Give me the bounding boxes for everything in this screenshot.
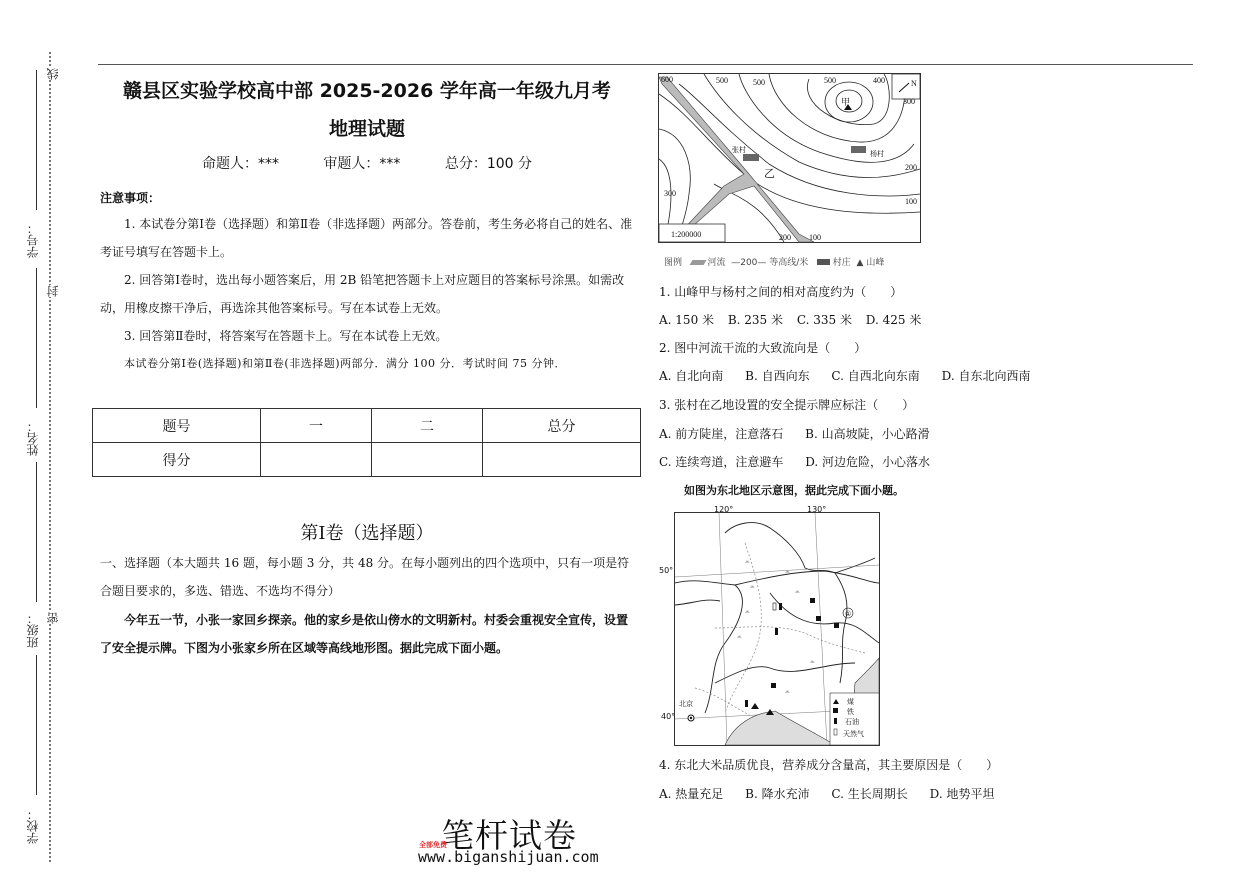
- score-table: [92, 408, 641, 477]
- option-b: B. 235 米: [727, 313, 784, 327]
- seal-char-line: 线: [46, 68, 60, 80]
- option-d: D. 自东北向西南: [941, 369, 1031, 383]
- score-cell: [483, 443, 641, 477]
- name-underline: [36, 268, 37, 408]
- setter: 命题人：***: [201, 156, 279, 172]
- svg-text:乙: 乙: [764, 168, 775, 180]
- option-c: C. 335 米: [796, 313, 852, 327]
- option-d: D. 河边危险，小心落水: [805, 455, 931, 469]
- peak-legend-icon: ▲: [856, 258, 864, 268]
- question-3-options-ab: [659, 425, 948, 442]
- svg-text:500: 500: [824, 76, 836, 85]
- river-legend-icon: [689, 260, 706, 265]
- svg-text:300: 300: [664, 189, 676, 198]
- passage-2: 如图为东北地区示意图，据此完成下面小题。: [684, 484, 904, 497]
- score-table-header-row: [93, 409, 641, 443]
- contour-map-graphic: [659, 74, 920, 242]
- option-b: B. 自西向东: [745, 369, 810, 383]
- svg-text:600: 600: [661, 75, 673, 84]
- svg-text:⩕: ⩕: [810, 658, 815, 665]
- svg-text:500: 500: [753, 78, 765, 87]
- option-c: C. 连续弯道，注意避车: [659, 455, 784, 469]
- svg-text:⩕: ⩕: [785, 688, 790, 695]
- exam-meta: [92, 153, 642, 173]
- svg-text:100: 100: [905, 197, 917, 206]
- village-legend-icon: [817, 259, 830, 265]
- watermark-logo: 笔杆试卷: [441, 816, 577, 855]
- svg-text:400: 400: [873, 76, 885, 85]
- exam-title: 赣县区实验学校高中部 2025-2026 学年高一年级九月考: [123, 80, 611, 102]
- svg-text:⩕: ⩕: [795, 588, 800, 595]
- svg-text:⩕: ⩕: [745, 558, 750, 565]
- svg-text:500: 500: [716, 76, 728, 85]
- watermark-tag: 全部免费: [419, 841, 447, 849]
- question-2: 2. 图中河流干流的大致流向是（ ）: [659, 341, 867, 355]
- svg-text:张村: 张村: [732, 146, 746, 154]
- option-a: A. 自北向南: [659, 369, 724, 383]
- svg-text:石油: 石油: [845, 718, 859, 726]
- contour-map: [658, 73, 921, 243]
- class-label: 班级：: [26, 612, 40, 648]
- svg-text:煤: 煤: [847, 698, 854, 706]
- svg-text:①: ①: [845, 610, 852, 618]
- lon-label-120: 120°: [714, 505, 734, 514]
- svg-text:200: 200: [779, 233, 791, 242]
- header-cell: 一: [261, 409, 372, 443]
- total-score: 总分：100 分: [444, 156, 533, 172]
- school-label: 学校：: [26, 808, 40, 844]
- question-1: 1. 山峰甲与杨村之间的相对高度约为（ ）: [659, 285, 903, 299]
- svg-text:1:200000: 1:200000: [671, 230, 702, 239]
- question-1-options: [659, 311, 939, 328]
- score-table-row: [93, 443, 641, 477]
- header-cell: 二: [372, 409, 483, 443]
- svg-text:300: 300: [903, 97, 915, 106]
- watermark-url[interactable]: www.biganshijuan.com: [418, 848, 599, 866]
- svg-text:⩕: ⩕: [785, 568, 790, 575]
- score-cell: [372, 443, 483, 477]
- notice-footer: 本试卷分第Ⅰ卷(选择题)和第Ⅱ卷(非选择题)两部分．满分 100 分．考试时间 75 分钟．: [124, 357, 566, 370]
- notice-item-3: 3. 回答第Ⅱ卷时，将答案写在答题卡上。写在本试卷上无效。: [124, 329, 448, 343]
- option-b: B. 降水充沛: [745, 787, 810, 801]
- section-title: 第Ⅰ卷（选择题）: [300, 523, 434, 544]
- id-underline: [36, 70, 37, 210]
- name-label: 姓名：: [26, 420, 40, 456]
- option-a: A. 前方陡崖，注意落石: [659, 427, 784, 441]
- row-label: 得分: [93, 443, 261, 477]
- svg-text:⩕: ⩕: [745, 608, 750, 615]
- northeast-china-map: [674, 512, 880, 746]
- header-cell: 总分: [483, 409, 641, 443]
- passage-1: 今年五一节，小张一家回乡探亲。他的家乡是依山傍水的文明新村。村委会重视安全宣传，设置了安全提示牌。下图为小张家乡所在区域等高线地形图。据此完成下面小题。: [100, 613, 629, 655]
- svg-text:天然气: 天然气: [843, 730, 864, 738]
- question-4: 4. 东北大米品质优良，营养成分含量高，其主要原因是（ ）: [659, 758, 999, 772]
- option-a: A. 150 米: [659, 313, 715, 327]
- svg-text:甲: 甲: [841, 97, 851, 107]
- seal-char-secret: 密: [46, 612, 60, 624]
- option-a: A. 热量充足: [659, 787, 724, 801]
- header-cell: 题号: [93, 409, 261, 443]
- svg-text:200: 200: [905, 163, 917, 172]
- reviewer: 审题人：***: [323, 156, 401, 172]
- question-3-options-cd: [659, 453, 948, 470]
- class-underline: [36, 462, 37, 602]
- section-instructions: 一、选择题（本大题共 16 题，每小题 3 分，共 48 分。在每小题列出的四个选项中，只有一项是符合题目要求的，多选、错选、不选均不得分）: [100, 556, 630, 598]
- exam-subject: 地理试题: [328, 118, 405, 140]
- seal-char-seal: 封: [46, 285, 60, 297]
- school-underline: [36, 655, 37, 795]
- notice-heading: 注意事项：: [100, 191, 161, 205]
- notice-item-2: 2. 回答第Ⅰ卷时，选出每小题答案后，用 2B 铅笔把答题卡上对应题目的答案标号涂黑。如需改动，用橡皮擦干净后，再选涂其他答案标号。写在本试卷上无效。: [100, 273, 625, 315]
- notice-item-1: 1. 本试卷分第Ⅰ卷（选择题）和第Ⅱ卷（非选择题）两部分。答卷前，考生务必将自己的姓名、准考证号填写在答题卡上。: [100, 217, 633, 259]
- question-3: 3. 张村在乙地设置的安全提示牌应标注（ ）: [659, 398, 915, 412]
- northeast-map-graphic: [675, 513, 879, 745]
- score-cell: [261, 443, 372, 477]
- svg-text:N: N: [911, 79, 917, 88]
- question-4-options: [659, 785, 1012, 802]
- question-2-options: [659, 367, 1048, 384]
- svg-text:北京: 北京: [679, 700, 693, 708]
- lon-label-130: 130°: [807, 505, 827, 514]
- svg-text:⩕: ⩕: [750, 583, 755, 590]
- header-rule: [98, 64, 1193, 65]
- contour-map-legend: 图例 河流 —200— 等高线/米 村庄 ▲ 山峰: [664, 258, 885, 268]
- lat-label-40: 40°: [661, 712, 676, 721]
- binding-dotted-line: [49, 52, 55, 862]
- svg-text:铁: 铁: [847, 708, 854, 716]
- option-c: C. 自西北向东南: [831, 369, 920, 383]
- option-b: B. 山高坡陡，小心路滑: [805, 427, 930, 441]
- option-d: D. 425 米: [865, 313, 922, 327]
- svg-text:100: 100: [809, 233, 821, 242]
- svg-text:杨村: 杨村: [870, 150, 884, 158]
- svg-text:⩕: ⩕: [737, 633, 742, 640]
- option-d: D. 地势平坦: [929, 787, 995, 801]
- student-id-label: 学号：: [26, 222, 40, 258]
- option-c: C. 生长周期长: [831, 787, 908, 801]
- lat-label-50: 50°: [659, 566, 674, 575]
